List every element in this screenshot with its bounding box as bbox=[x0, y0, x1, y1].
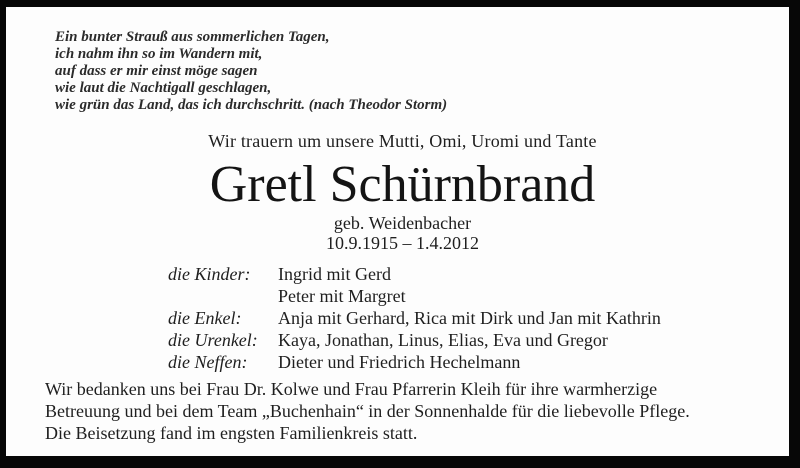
closing-line: Betreuung und bei dem Team „Buchenhain“ in der Sonnenhalde für die liebevolle Pflege. bbox=[45, 401, 690, 421]
family-row bbox=[6, 308, 789, 330]
family-row bbox=[6, 330, 789, 352]
life-dates: 10.9.1915 – 1.4.2012 bbox=[326, 233, 479, 253]
family-role-label: die Neffen: bbox=[168, 352, 248, 372]
family-role-label: die Enkel: bbox=[168, 308, 242, 328]
poem-line: wie grün das Land, das ich durchschritt. (nach Theodor Storm) bbox=[55, 97, 448, 113]
poem-line: auf dass er mir einst möge sagen bbox=[55, 63, 258, 79]
closing-line: Wir bedanken uns bei Frau Dr. Kolwe und Frau Pfarrerin Kleih für ihre warmherzige bbox=[45, 379, 658, 399]
family-row bbox=[6, 352, 789, 374]
poem-line: wie laut die Nachtigall geschlagen, bbox=[55, 80, 272, 96]
family-names: Dieter und Friedrich Hechelmann bbox=[278, 352, 521, 372]
closing-paragraph bbox=[45, 378, 690, 444]
family-row bbox=[6, 286, 789, 308]
obituary-card bbox=[6, 7, 789, 456]
family-row bbox=[6, 264, 789, 286]
family-list bbox=[6, 264, 789, 374]
maiden-name: geb. Weidenbacher bbox=[333, 213, 472, 233]
family-names: Peter mit Margret bbox=[278, 286, 406, 306]
family-names: Anja mit Gerhard, Rica mit Dirk und Jan mit Kathrin bbox=[278, 308, 661, 328]
poem-line: ich nahm ihn so im Wandern mit, bbox=[55, 46, 263, 62]
deceased-name: Gretl Schürnbrand bbox=[209, 156, 596, 213]
family-names: Kaya, Jonathan, Linus, Elias, Eva und Gregor bbox=[278, 330, 608, 350]
closing-line: Die Beisetzung fand im engsten Familienkreis statt. bbox=[45, 423, 418, 443]
family-role-label: die Urenkel: bbox=[168, 330, 258, 350]
mourning-intro: Wir trauern um unsere Mutti, Omi, Uromi und Tante bbox=[208, 131, 597, 151]
family-role-label: die Kinder: bbox=[168, 264, 251, 284]
poem bbox=[55, 29, 447, 114]
family-names: Ingrid mit Gerd bbox=[278, 264, 391, 284]
poem-line: Ein bunter Strauß aus sommerlichen Tagen, bbox=[55, 29, 330, 45]
